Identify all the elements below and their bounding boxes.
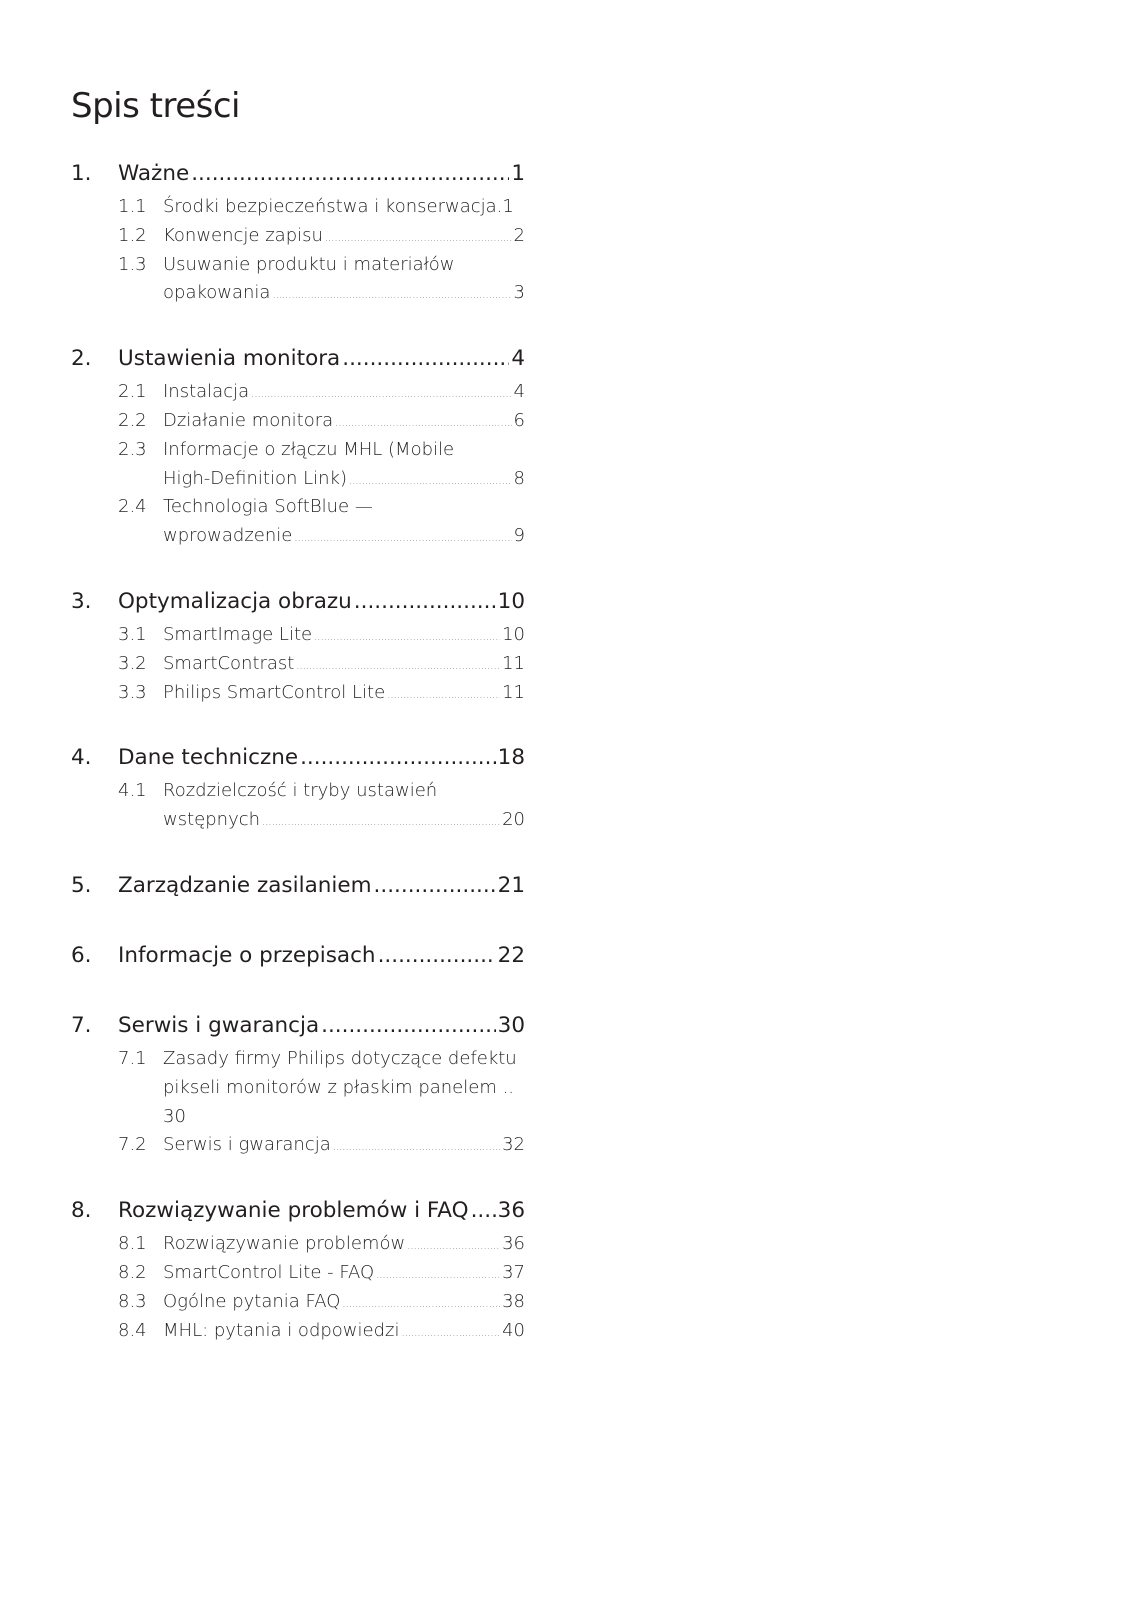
- dot-leader: [401, 1320, 500, 1349]
- toc-subsection-entry[interactable]: [71, 650, 525, 679]
- toc-section: [71, 155, 525, 308]
- toc-subsection-entry[interactable]: [71, 679, 525, 708]
- toc-chapter-entry[interactable]: [71, 937, 525, 975]
- toc-section: [71, 583, 525, 707]
- dot-leader: [294, 525, 511, 554]
- chapter-number: 5.: [71, 872, 92, 898]
- subsection-number: 1.1: [118, 196, 147, 217]
- toc-subsection-entry[interactable]: [71, 222, 525, 251]
- chapter-number: 6.: [71, 942, 92, 968]
- toc-subsection-entry[interactable]: [71, 1230, 525, 1259]
- dot-leader: [354, 583, 496, 621]
- subsection-title: SmartImage Lite: [163, 623, 313, 645]
- toc-subsection-entry[interactable]: [71, 1288, 525, 1317]
- toc-subsection-continuation[interactable]: [71, 522, 525, 551]
- dot-leader: [296, 653, 500, 682]
- subsection-title: Rozdzielczość i tryby ustawień: [163, 780, 438, 802]
- subsection-title: Ogólne pytania FAQ: [163, 1290, 341, 1312]
- chapter-title: Serwis i gwarancja: [118, 1012, 320, 1038]
- chapter-number: 7.: [71, 1012, 92, 1038]
- toc-subsection-entry[interactable]: [71, 1317, 525, 1346]
- toc-section: [71, 1007, 525, 1160]
- dot-leader: [342, 1291, 500, 1320]
- subsection-number: 8.3: [118, 1290, 147, 1312]
- chapter-page-number: 36: [497, 1198, 525, 1224]
- page-title: Spis treści: [71, 86, 240, 126]
- table-of-contents: [71, 155, 525, 1377]
- subsection-number: 2.2: [118, 409, 147, 431]
- dot-leader: [335, 410, 511, 439]
- toc-subsection-continuation[interactable]: [71, 1103, 525, 1132]
- subsection-title: opakowania: [163, 282, 271, 304]
- subsection-number: 2.3: [118, 438, 147, 460]
- dot-leader: [342, 340, 509, 378]
- toc-subsection-continuation[interactable]: [71, 1074, 525, 1103]
- chapter-page-number: 30: [497, 1012, 525, 1038]
- subsection-title: Informacje o złączu MHL (Mobile: [163, 438, 455, 460]
- subsection-title: Instalacja: [163, 381, 250, 403]
- subsection-title: Technologia SoftBlue —: [163, 496, 373, 518]
- chapter-number: 4.: [71, 745, 92, 771]
- toc-section: [71, 867, 525, 905]
- subsection-page-number: 40: [502, 1319, 525, 1341]
- toc-subsection-entry[interactable]: [71, 407, 525, 436]
- dot-leader: [272, 282, 511, 311]
- chapter-page-number: 21: [497, 872, 525, 898]
- toc-section: [71, 739, 525, 835]
- dot-leader: [251, 381, 511, 410]
- toc-subsection-continuation[interactable]: [71, 279, 525, 308]
- toc-chapter-entry[interactable]: [71, 1007, 525, 1045]
- subsection-number: 8.1: [118, 1233, 147, 1255]
- toc-chapter-entry[interactable]: [71, 1192, 525, 1230]
- chapter-number: 8.: [71, 1198, 92, 1224]
- subsection-number: 4.1: [118, 780, 147, 802]
- subsection-page-number: 1: [502, 196, 514, 217]
- chapter-title: Informacje o przepisach: [118, 942, 376, 968]
- chapter-title: Ważne: [118, 161, 190, 186]
- chapter-number: 2.: [71, 346, 92, 372]
- dot-leader: [471, 1192, 496, 1230]
- subsection-page-number: 11: [502, 652, 525, 674]
- toc-subsection-entry[interactable]: [71, 193, 525, 222]
- subsection-page-number: 3: [513, 282, 525, 304]
- toc-subsection-entry[interactable]: [71, 493, 525, 522]
- toc-chapter-entry[interactable]: [71, 155, 525, 193]
- toc-section: [71, 937, 525, 975]
- subsection-title: pikseli monitorów z płaskim panelem ..: [163, 1076, 515, 1098]
- subsection-title: Rozwiązywanie problemów: [163, 1233, 406, 1255]
- chapter-title: Ustawienia monitora: [118, 346, 341, 372]
- subsection-number: 2.1: [118, 381, 147, 403]
- subsection-title: Środki bezpieczeństwa i konserwacja.: [163, 196, 503, 217]
- dot-leader: [378, 937, 496, 975]
- chapter-number: 3.: [71, 588, 92, 614]
- dot-leader: [325, 225, 512, 254]
- subsection-title: 30: [163, 1105, 186, 1127]
- subsection-title: wprowadzenie: [163, 525, 293, 547]
- subsection-page-number: 38: [502, 1290, 525, 1312]
- subsection-number: 7.1: [118, 1047, 147, 1069]
- subsection-title: Zasady firmy Philips dotyczące defektu: [163, 1047, 517, 1069]
- subsection-number: 2.4: [118, 496, 147, 518]
- chapter-title: Rozwiązywanie problemów i FAQ: [118, 1198, 469, 1224]
- chapter-page-number: 4: [511, 346, 525, 372]
- chapter-page-number: 10: [497, 588, 525, 614]
- toc-subsection-entry[interactable]: [71, 1131, 525, 1160]
- subsection-title: Philips SmartControl Lite: [163, 681, 386, 703]
- dot-leader: [321, 1007, 496, 1045]
- dot-leader: [314, 624, 500, 653]
- toc-chapter-entry[interactable]: [71, 739, 525, 777]
- subsection-title: SmartContrast: [163, 652, 295, 674]
- toc-chapter-entry[interactable]: [71, 340, 525, 378]
- subsection-title: High-Definition Link): [163, 467, 348, 489]
- dot-leader: [191, 155, 509, 193]
- subsection-page-number: 32: [502, 1134, 525, 1156]
- dot-leader: [349, 468, 512, 497]
- subsection-number: 7.2: [118, 1134, 147, 1156]
- subsection-number: 1.2: [118, 224, 147, 246]
- subsection-title: SmartControl Lite - FAQ: [163, 1261, 375, 1283]
- subsection-page-number: 9: [513, 525, 525, 547]
- dot-leader: [387, 682, 500, 711]
- toc-subsection-continuation[interactable]: [71, 465, 525, 494]
- toc-subsection-entry[interactable]: [71, 378, 525, 407]
- toc-subsection-entry[interactable]: [71, 1045, 525, 1074]
- dot-leader: [374, 867, 496, 905]
- subsection-page-number: 37: [502, 1261, 525, 1283]
- dot-leader: [407, 1233, 500, 1262]
- dot-leader: [376, 1262, 500, 1291]
- chapter-title: Zarządzanie zasilaniem: [118, 872, 372, 898]
- subsection-title: MHL: pytania i odpowiedzi: [163, 1319, 400, 1341]
- subsection-title: Serwis i gwarancja: [163, 1134, 331, 1156]
- subsection-page-number: 4: [513, 381, 525, 403]
- subsection-title: wstępnych: [163, 809, 261, 831]
- toc-subsection-entry[interactable]: [71, 621, 525, 650]
- subsection-number: 3.3: [118, 681, 147, 703]
- toc-subsection-entry[interactable]: [71, 777, 525, 806]
- subsection-number: 8.2: [118, 1261, 147, 1283]
- toc-subsection-entry[interactable]: [71, 1259, 525, 1288]
- dot-leader: [333, 1134, 500, 1163]
- subsection-page-number: 20: [502, 809, 525, 831]
- toc-subsection-entry[interactable]: [71, 436, 525, 465]
- toc-section: [71, 1192, 525, 1345]
- toc-chapter-entry[interactable]: [71, 867, 525, 905]
- dot-leader: [300, 739, 496, 777]
- subsection-page-number: 11: [502, 681, 525, 703]
- chapter-page-number: 18: [497, 745, 525, 771]
- dot-leader: [262, 809, 500, 838]
- subsection-number: 3.1: [118, 623, 147, 645]
- chapter-page-number: 22: [497, 942, 525, 968]
- subsection-title: Usuwanie produktu i materiałów: [163, 253, 455, 275]
- subsection-page-number: 10: [502, 623, 525, 645]
- toc-subsection-continuation[interactable]: [71, 806, 525, 835]
- toc-subsection-entry[interactable]: [71, 251, 525, 280]
- chapter-title: Dane techniczne: [118, 745, 299, 771]
- subsection-title: Konwencje zapisu: [163, 224, 323, 246]
- chapter-number: 1.: [71, 161, 92, 186]
- subsection-page-number: 8: [513, 467, 525, 489]
- toc-chapter-entry[interactable]: [71, 583, 525, 621]
- subsection-number: 3.2: [118, 652, 147, 674]
- subsection-page-number: 36: [502, 1233, 525, 1255]
- subsection-title: Działanie monitora: [163, 409, 334, 431]
- subsection-page-number: 6: [513, 409, 525, 431]
- chapter-title: Optymalizacja obrazu: [118, 588, 352, 614]
- subsection-number: 8.4: [118, 1319, 147, 1341]
- subsection-page-number: 2: [513, 224, 525, 246]
- toc-section: [71, 340, 525, 551]
- subsection-number: 1.3: [118, 253, 147, 275]
- chapter-page-number: 1: [511, 161, 525, 186]
